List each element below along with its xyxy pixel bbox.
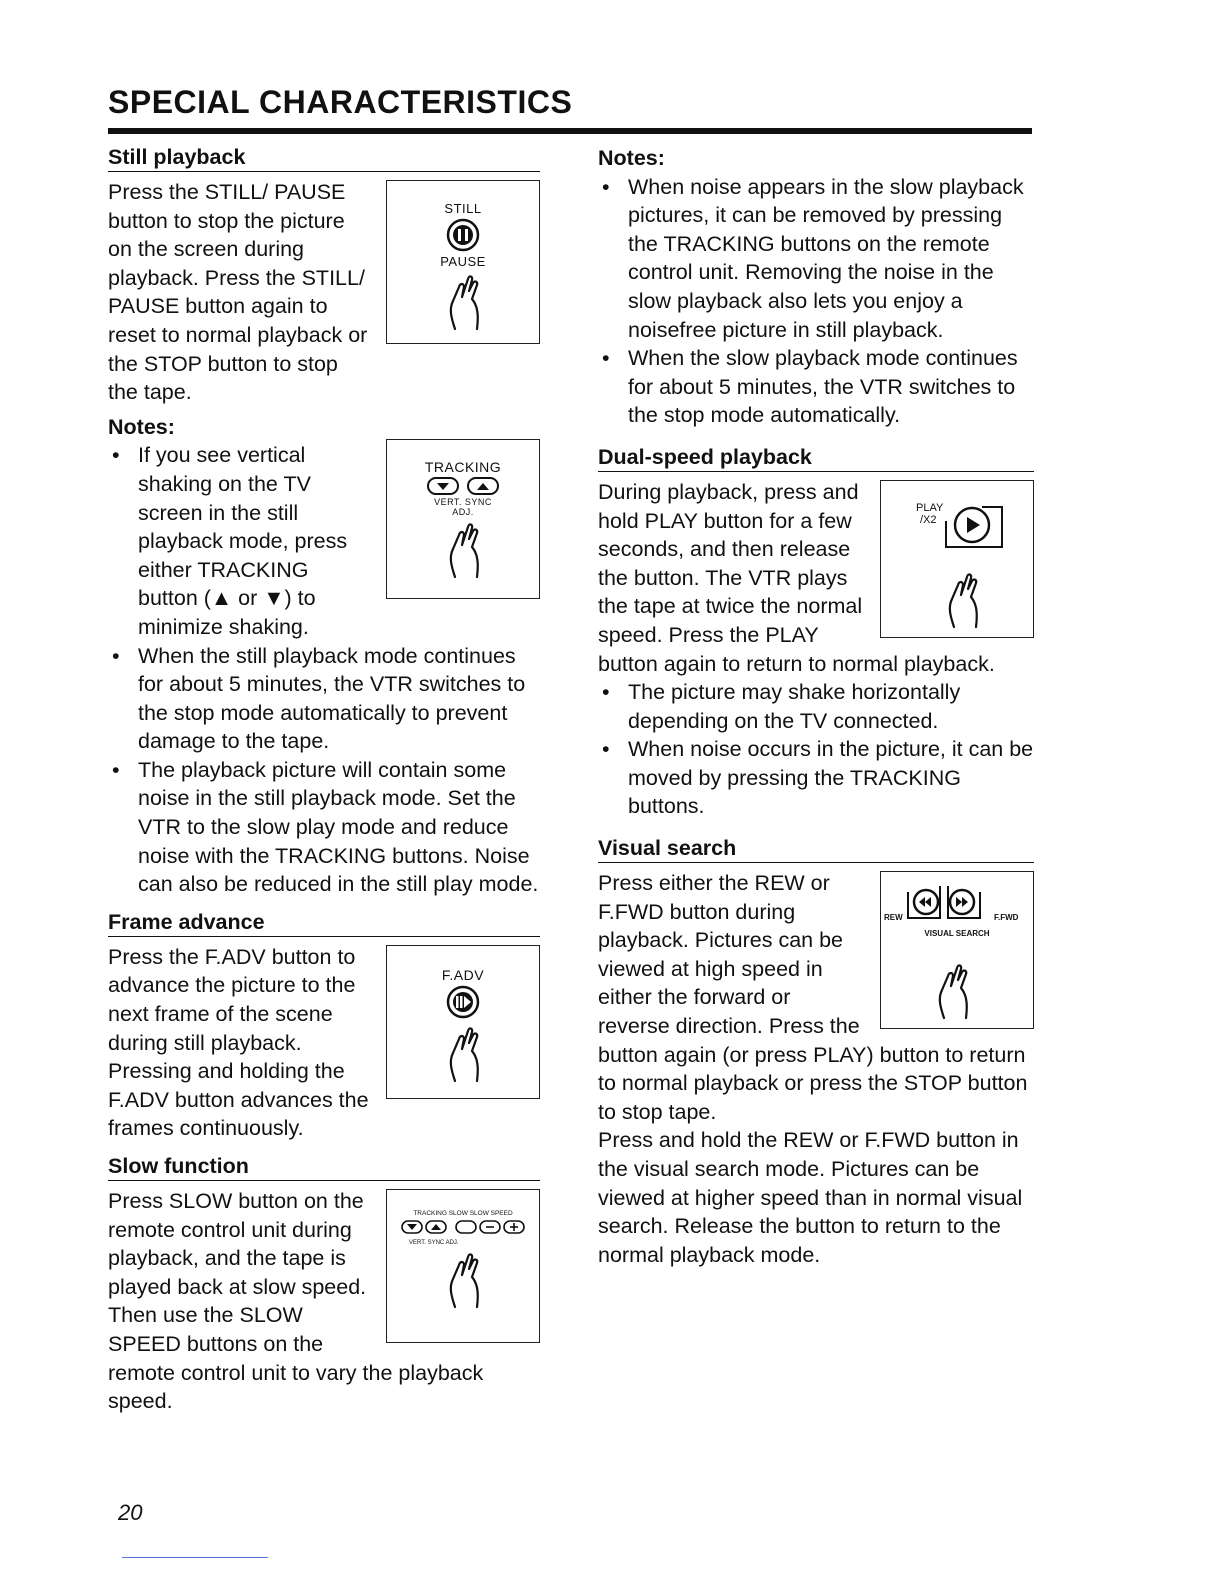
- slow-notes-section: [598, 144, 1034, 430]
- slow-function-heading: Slow function: [108, 1149, 540, 1181]
- ffwd-label: F.FWD: [994, 913, 1019, 923]
- slow-tracking-label: TRACKING: [413, 1210, 447, 1217]
- list-item: • When noise occurs in the picture, it can be moved by pressing the TRACKING buttons.: [602, 737, 1034, 819]
- slow-notes-list: [598, 173, 1034, 430]
- frame-advance-body: Press the F.ADV button to advance the picture to the next frame of the scene during still playback. Pressing and holding the F.ADV button advances the frames continuously.: [108, 944, 369, 1141]
- dual-speed-heading: Dual-speed playback: [598, 440, 1034, 472]
- list-item: • If you see vertical shaking on the TV screen in the still playback mode, press either TRACKING button (▲ or ▼) to minimize shaking.: [112, 443, 348, 639]
- frame-advance-section: [108, 905, 540, 1143]
- vert-sync-label: VERT. SYNC: [434, 497, 492, 508]
- frame-advance-heading: Frame advance: [108, 905, 540, 937]
- x2-label: /X2: [920, 513, 937, 526]
- footer-rule: [122, 1557, 268, 1558]
- visual-search-section: [598, 831, 1034, 1269]
- still-playback-section: [108, 140, 540, 899]
- fadv-label: F.ADV: [441, 966, 485, 983]
- adj-label: ADJ.: [452, 507, 474, 518]
- list-item: • When noise appears in the slow playback pictures, it can be removed by pressing the TRACKING buttons on the remote control unit. Removing the noise in the slow playback also lets you enjoy a noisefree picture in still playback.: [602, 174, 1024, 342]
- still-notes-list: [108, 441, 540, 899]
- frame-advance-button-icon: [443, 983, 483, 1021]
- tracking-label: TRACKING: [424, 459, 502, 476]
- play-label: PLAY: [916, 501, 944, 514]
- still-playback-heading: Still playback: [108, 140, 540, 172]
- visual-search-body-2: Press and hold the REW or F.FWD button in the visual search mode. Pictures can be viewed at higher speed than in normal visual search. Release the button to return to the normal playback mode.: [598, 1128, 1023, 1267]
- left-column: [108, 140, 540, 1416]
- slow-adj-label: ADJ.: [445, 1240, 459, 1246]
- slow-function-figure: [386, 1189, 540, 1343]
- list-item: • The playback picture will contain some noise in the still playback mode. Set the VTR to the slow play mode and reduce noise with the TRACKING buttons. Noise can also be reduced in the still play mode.: [112, 757, 539, 897]
- slow-function-section: [108, 1149, 540, 1416]
- pause-label: PAUSE: [440, 254, 486, 269]
- still-playback-body: Press the STILL/ PAUSE button to stop the picture on the screen during playback. Press the STILL/ PAUSE button again to reset to normal playback or the STOP button to stop the tape.: [108, 180, 368, 405]
- slow-notes-label: Notes:: [598, 146, 665, 170]
- pressing-hand-icon: [433, 269, 493, 331]
- pause-button-icon: [443, 216, 483, 254]
- visual-search-caption: VISUAL SEARCH: [924, 929, 990, 939]
- visual-search-body-1: Press either the REW or F.FWD button during playback. Pictures can be viewed at high speed in either the forward or reverse direction. Press the button again (or press PLAY) button to return to normal playback or press the STOP button to stop tape.: [598, 871, 1028, 1124]
- list-item: • The picture may shake horizontally depending on the TV connected.: [602, 680, 961, 733]
- page-number: 20: [118, 1500, 143, 1525]
- dual-speed-notes-list: [598, 678, 1034, 821]
- slow-label: SLOW: [448, 1210, 468, 1217]
- still-label: STILL: [444, 201, 482, 216]
- dual-speed-body: During playback, press and hold PLAY button for a few seconds, and then release the button. The VTR plays the tape at twice the normal speed. Press the PLAY button again to return to normal playback.: [598, 479, 995, 676]
- rew-label: REW: [884, 913, 903, 923]
- slow-buttons-icon: [398, 1218, 528, 1240]
- still-pause-figure: [386, 180, 540, 344]
- dual-speed-section: [598, 440, 1034, 821]
- still-notes-label: Notes:: [108, 414, 175, 439]
- pressing-hand-icon: [433, 1247, 493, 1309]
- play-button-icon: [882, 481, 1032, 631]
- visual-search-heading: Visual search: [598, 831, 1034, 863]
- visual-search-figure: [880, 871, 1034, 1029]
- slow-function-body: Press SLOW button on the remote control unit during playback, and the tape is played back at slow speed. Then use the SLOW SPEED buttons on the remote control unit to vary the playback speed.: [108, 1189, 484, 1414]
- pressing-hand-icon: [433, 1021, 493, 1083]
- page-title: SPECIAL CHARACTERISTICS: [108, 84, 573, 120]
- dual-speed-figure: [880, 480, 1034, 638]
- frame-advance-figure: [386, 945, 540, 1099]
- list-item: • When the slow playback mode continues for about 5 minutes, the VTR switches to the stop mode automatically.: [602, 346, 1018, 428]
- slow-speed-label: SLOW SPEED: [469, 1210, 513, 1217]
- list-item: • When the still playback mode continues for about 5 minutes, the VTR switches to the stop mode automatically to prevent damage to the tape.: [112, 643, 526, 754]
- rew-ffwd-buttons-icon: [882, 872, 1032, 1022]
- title-rule: [108, 128, 1032, 134]
- slow-vert-sync-label: VERT. SYNC: [409, 1240, 445, 1246]
- right-column: [598, 140, 1034, 1269]
